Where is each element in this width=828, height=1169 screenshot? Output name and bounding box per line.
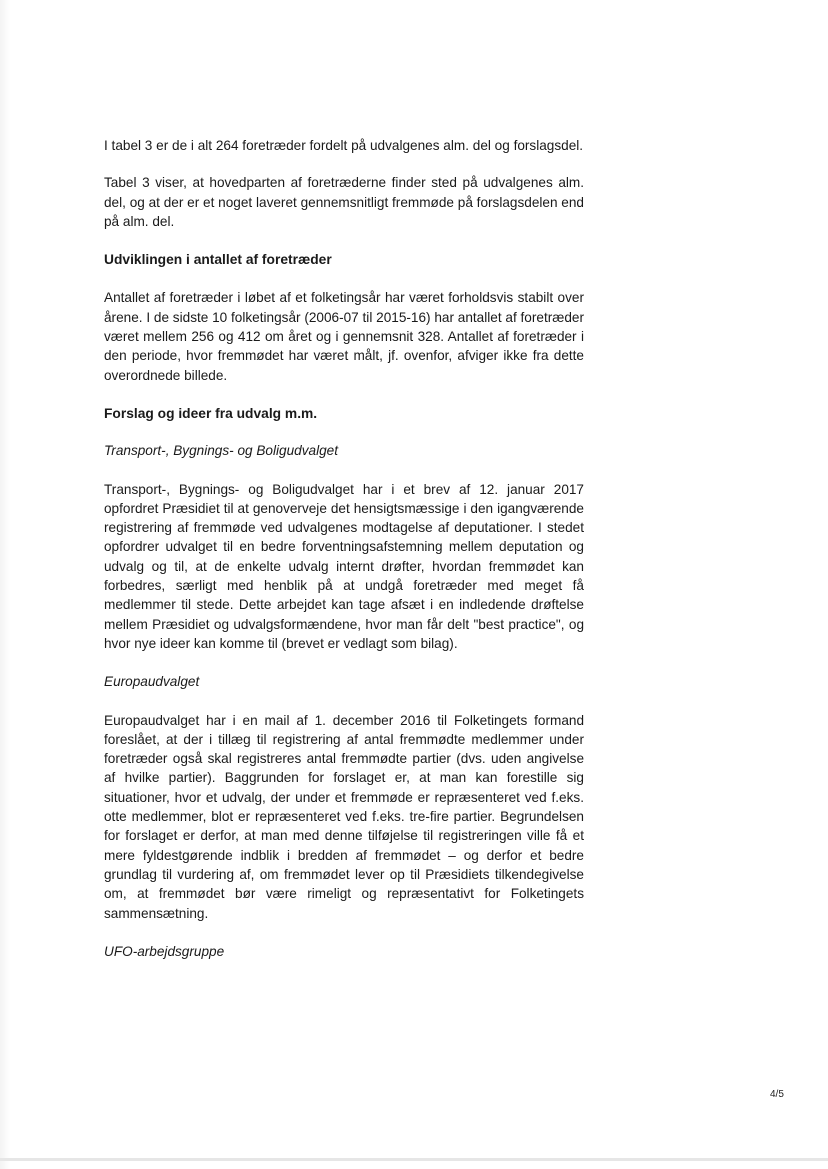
subheading-europe-committee: Europaudvalget [104, 674, 200, 690]
heading-development: Udviklingen i antallet af foretræder [104, 252, 332, 268]
subheading-ufo-working-group: UFO-arbejdsgruppe [104, 943, 225, 959]
subheading-transport-committee: Transport-, Bygnings- og Boligudvalget [104, 443, 338, 459]
paragraph-table-3-intro: I tabel 3 er de i alt 264 foretræder fordelt på udvalgenes alm. del og forslagsdel. [104, 138, 584, 153]
page-bottom-edge [0, 1158, 828, 1161]
paragraph-table-3-summary: Tabel 3 viser, at hovedparten af foretræderne finder sted på udvalgenes alm. del, og at der er et noget laveret gennemsnitligt fremmøde på forslagsdelen end på alm. del. [104, 175, 584, 229]
paragraph-europe-committee: Europaudvalget har i en mail af 1. december 2016 til Folketingets formand foreslået, at der i tillæg til registrering af antal fremmødte medlemmer under foretræder også skal registreres antal fremmødte partier (dvs. uden angivelse af hvilke partier). Baggrunden for forslaget er, at man kan forestille sig situationer, hvor et udvalg, der under et fremmøde er repræsenteret ved f.eks. otte medlemmer, blot er repræsenteret ved f.eks. tre-fire partier. Begrundelsen for forslaget er derfor, at man med denne tilføjelse til registreringen ville få et mere fyldestgørende indblik i bredden af fremmødet – og derfor et bedre grundlag til vurdering af, om fremmødet lever op til Præsidiets tilkendegivelse om, at fremmødet bør være rimeligt og repræsentativt for Folketingets sammensætning. [104, 712, 584, 921]
heading-proposals: Forslag og ideer fra udvalg m.m. [104, 405, 318, 421]
paragraph-transport-committee: Transport-, Bygnings- og Boligudvalget har i et brev af 12. januar 2017 opfordret Præsidiet til at genoverveje det hensigtsmæssige i den igangværende registrering af fremmøde ved udvalgenes modtagelse af deputationer. I stedet opfordrer udvalget til en bedre forventningsafstemning mellem deputation og udvalg og til, at de enkelte udvalg internt drøfter, hvordan fremmødet kan forbedres, særligt med henblik på at undgå foretræder med meget få medlemmer til stede. Dette arbejdet kan tage afsæt i en indledende drøftelse mellem Præsidiet og udvalgsformændene, hvor man får delt "best practice", og hvor nye ideer kan komme til (brevet er vedlagt som bilag). [104, 481, 584, 651]
paragraph-development: Antallet af foretræder i løbet af et folketingsår har været forholdsvis stabilt over årene. I de sidste 10 folketingsår (2006-07 til 2015-16) har antallet af foretræder været mellem 256 og 412 om året og i gennemsnit 328. Antallet af foretræder i den periode, hvor fremmødet har været målt, jf. ovenfor, afviger ikke fra dette overordnede billede. [104, 290, 584, 383]
scan-edge-shadow [0, 0, 10, 1169]
body-text [104, 136, 584, 961]
page-number: 4/5 [770, 1089, 784, 1100]
